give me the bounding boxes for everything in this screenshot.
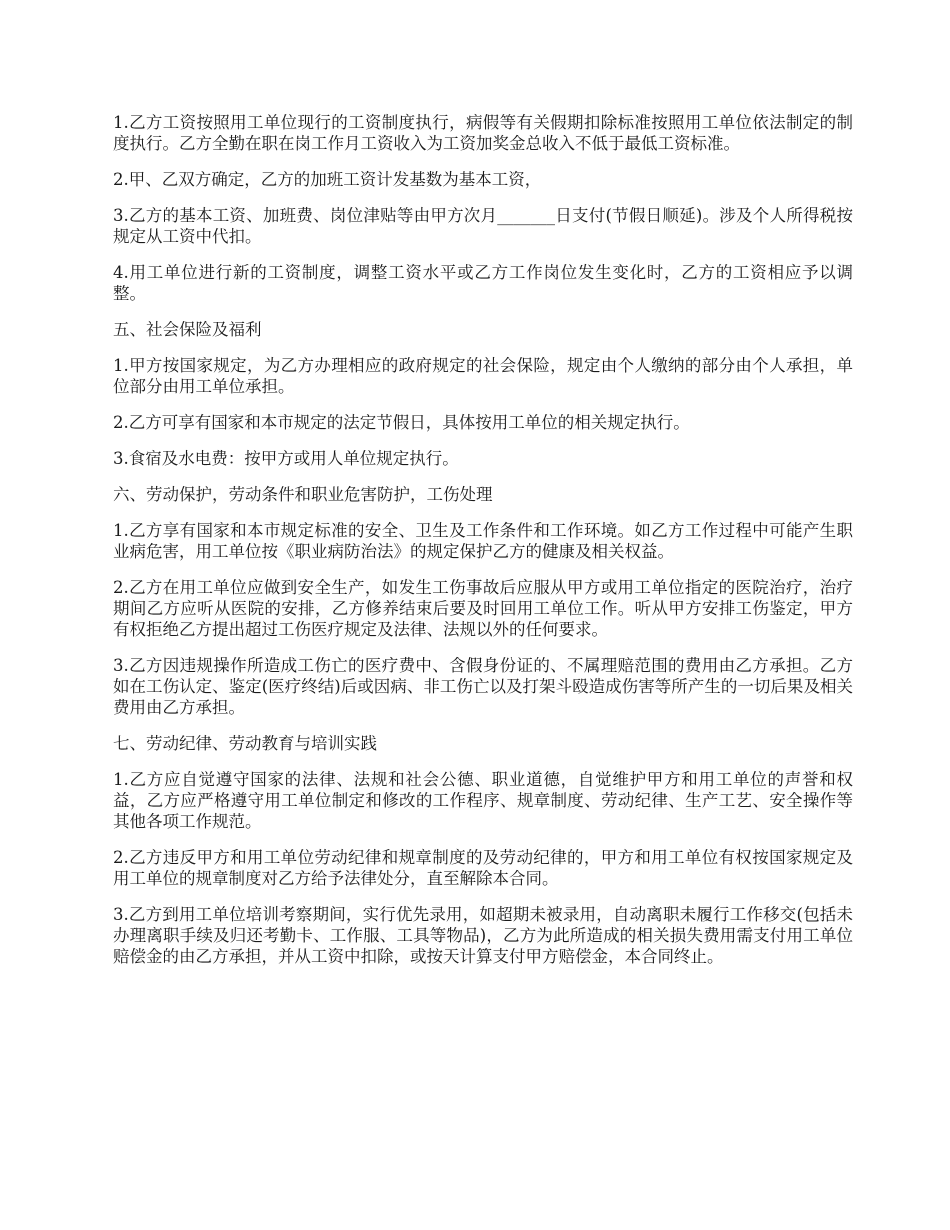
wage-clause-4: 4.用工单位进行新的工资制度，调整工资水平或乙方工作岗位发生变化时，乙方的工资相应予以调整。 <box>113 263 853 303</box>
insurance-clause-1: 1.甲方按国家规定，为乙方办理相应的政府规定的社会保险，规定由个人缴纳的部分由个人承担，单位部分由用工单位承担。 <box>113 356 853 396</box>
protection-clause-3: 3.乙方因违规操作所造成工伤亡的医疗费中、含假身份证的、不属理赔范围的费用由乙方承担。乙方如在工伤认定、鉴定(医疗终结)后或因病、非工伤亡以及打架斗殴造成伤害等所产生的一切后果及相关费用由乙方承担。 <box>113 656 853 717</box>
discipline-clause-3: 3.乙方到用工单位培训考察期间，实行优先录用，如超期未被录用，自动离职未履行工作移交(包括未办理离职手续及归还考勤卡、工作服、工具等物品)，乙方为此所造成的相关损失费用需支付用工单位赔偿金的由乙方承担，并从工资中扣除，或按天计算支付甲方赔偿金，本合同终止。 <box>113 905 853 966</box>
protection-clause-2: 2.乙方在用工单位应做到安全生产，如发生工伤事故后应服从甲方或用工单位指定的医院治疗，治疗期间乙方应听从医院的安排，乙方修养结束后要及时回用工单位工作。听从甲方安排工伤鉴定，甲方有权拒绝乙方提出超过工伤医疗规定及法律、法规以外的任何要求。 <box>113 578 853 639</box>
wage-clause-3: 3.乙方的基本工资、加班费、岗位津贴等由甲方次月_______日支付(节假日顺延)。涉及个人所得税按规定从工资中代扣。 <box>113 206 853 246</box>
discipline-clause-1: 1.乙方应自觉遵守国家的法律、法规和社会公德、职业道德，自觉维护甲方和用工单位的声誉和权益，乙方应严格遵守用工单位制定和修改的工作程序、规章制度、劳动纪律、生产工艺、安全操作等其他各项工作规范。 <box>113 770 853 831</box>
document-page <box>113 112 853 982</box>
wage-clause-1: 1.乙方工资按照用工单位现行的工资制度执行，病假等有关假期扣除标准按照用工单位依法制定的制度执行。乙方全勤在职在岗工作月工资收入为工资加奖金总收入不低于最低工资标准。 <box>113 113 853 153</box>
wage-clause-2: 2.甲、乙双方确定，乙方的加班工资计发基数为基本工资， <box>113 170 542 189</box>
insurance-clause-2: 2.乙方可享有国家和本市规定的法定节假日，具体按用工单位的相关规定执行。 <box>113 413 690 432</box>
protection-clause-1: 1.乙方享有国家和本市规定标准的安全、卫生及工作条件和工作环境。如乙方工作过程中可能产生职业病危害，用工单位按《职业病防治法》的规定保护乙方的健康及相关权益。 <box>113 521 853 561</box>
section-heading-labor-protection: 六、劳动保护，劳动条件和职业危害防护，工伤处理 <box>113 485 493 504</box>
discipline-clause-2: 2.乙方违反甲方和用工单位劳动纪律和规章制度的及劳动纪律的，甲方和用工单位有权按国家规定及用工单位的规章制度对乙方给予法律处分，直至解除本合同。 <box>113 848 853 888</box>
insurance-clause-3: 3.食宿及水电费：按甲方或用人单位规定执行。 <box>113 449 459 468</box>
section-heading-labor-discipline: 七、劳动纪律、劳动教育与培训实践 <box>113 734 377 753</box>
section-heading-social-insurance: 五、社会保险及福利 <box>113 320 262 339</box>
